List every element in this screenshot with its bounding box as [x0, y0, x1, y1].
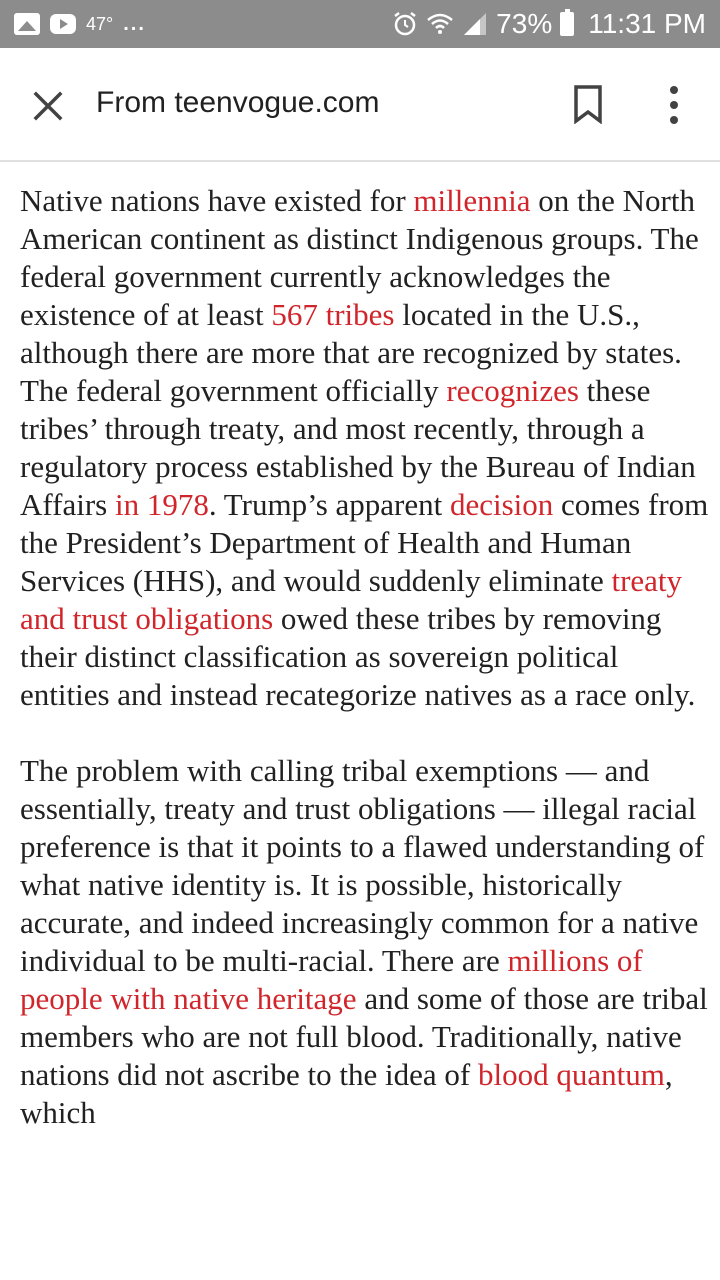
status-right	[392, 8, 706, 40]
text-run: Native nations have existed for	[20, 183, 414, 218]
link-millennia[interactable]: millennia	[413, 183, 531, 218]
text-run: and some of those are tribal members who are not full blood. Traditionally, native nations did not ascribe to the idea of	[20, 981, 708, 1092]
text-run: comes from the President’s Department of Health and Human Services (HHS), and would suddenly eliminate	[20, 487, 709, 598]
text-run: owed these tribes by removing their distinct classification as sovereign political entities and instead recategorize natives as a race only.	[20, 601, 696, 712]
link-millions-native-heritage[interactable]: millions of people with native heritage	[20, 943, 643, 1016]
page-source-title: From teenvogue.com	[96, 86, 380, 119]
text-run: The problem with calling tribal exemptions — and essentially, treaty and trust obligations — illegal racial preference is that it points to a flawed understanding of what native identity is. It is possible, historically accurate, and indeed increasingly common for a native individual to be multi-racial. There are	[20, 753, 705, 978]
link-decision[interactable]: decision	[449, 487, 554, 522]
article-body	[20, 182, 710, 1170]
signal-icon	[462, 11, 488, 37]
picture-icon	[14, 13, 40, 35]
close-icon[interactable]	[30, 88, 66, 124]
text-run: on the North American continent as distinct Indigenous groups. The federal government currently acknowledges the existence of at least	[20, 183, 699, 332]
temperature: 47°	[86, 13, 114, 34]
alarm-icon	[392, 11, 418, 37]
status-left	[14, 13, 146, 36]
article-paragraph	[20, 182, 710, 714]
app-bar	[0, 48, 720, 162]
text-run: located in the U.S., although there are more that are recognized by states. The federal government officially	[20, 297, 682, 408]
link-recognizes[interactable]: recognizes	[446, 373, 579, 408]
link-treaty-and-trust-obligations[interactable]: treaty and trust obligations	[20, 563, 683, 636]
link-567-tribes[interactable]: 567 tribes	[271, 297, 395, 332]
text-run: , which	[20, 1057, 673, 1130]
bookmark-icon[interactable]	[570, 84, 606, 124]
battery-percent: 73%	[496, 8, 553, 39]
status-bar	[0, 0, 720, 48]
battery-icon	[560, 12, 574, 36]
text-run: these tribes’ through treaty, and most recently, through a regulatory process established by the Bureau of Indian Affairs	[20, 373, 696, 522]
overflow-dots: ...	[123, 12, 146, 35]
youtube-icon	[50, 14, 76, 34]
text-run: . Trump’s apparent	[208, 487, 450, 522]
more-vert-icon[interactable]	[660, 84, 688, 126]
wifi-icon	[426, 12, 454, 36]
clock: 11:31 PM	[588, 8, 706, 39]
article-paragraph	[20, 752, 710, 1132]
link-blood-quantum[interactable]: blood quantum	[478, 1057, 665, 1092]
link-in-1978[interactable]: in 1978	[114, 487, 209, 522]
